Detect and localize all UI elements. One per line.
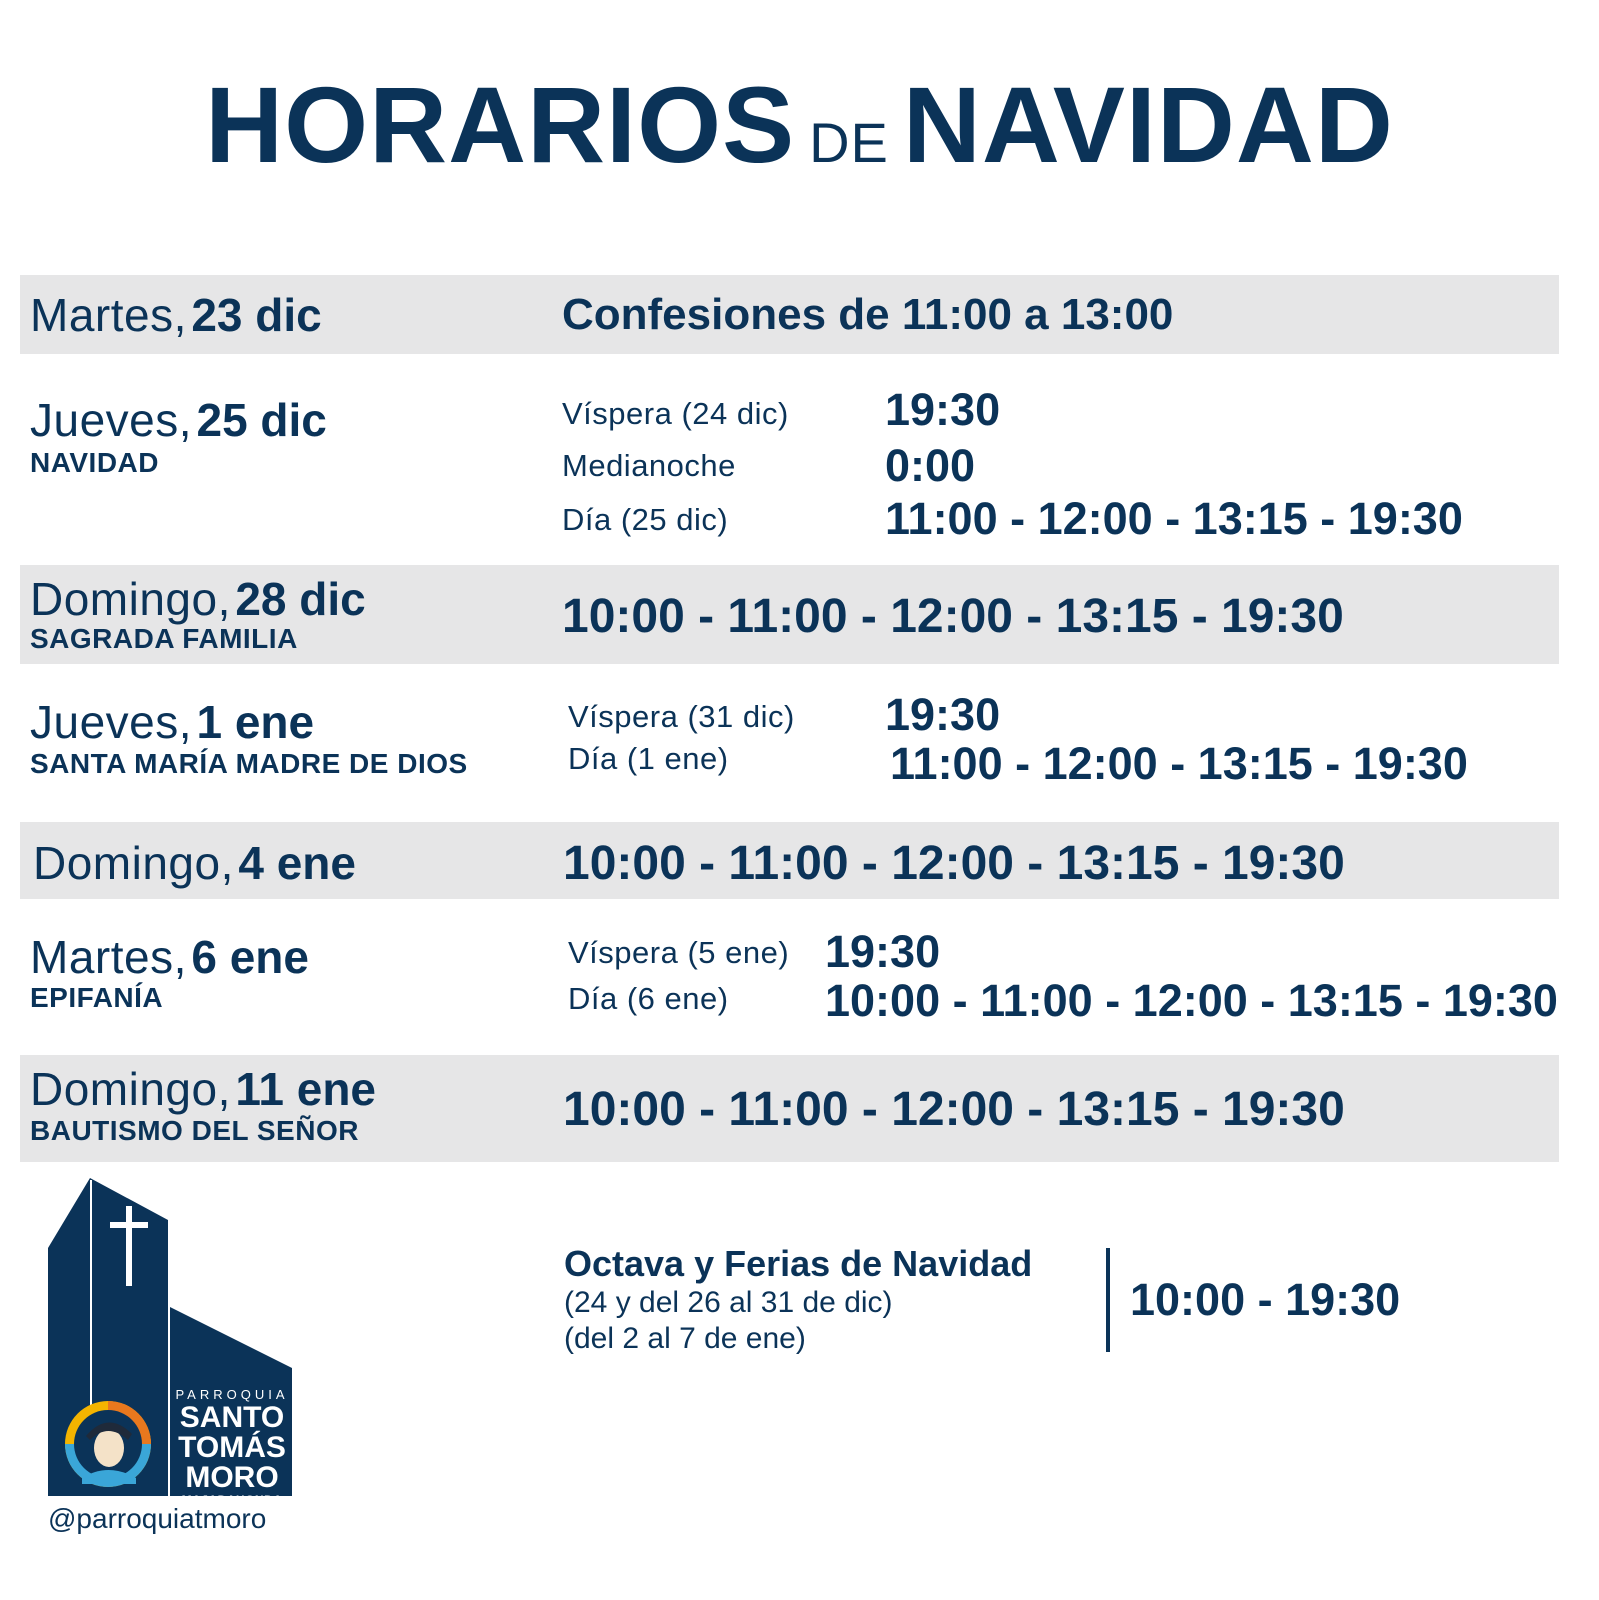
row2-time-dia: 11:00 - 12:00 - 13:15 - 19:30	[885, 493, 1463, 544]
logo-parroquia: PARROQUIA	[175, 1387, 289, 1402]
row3-day-name: Domingo,	[30, 573, 231, 625]
row4-time-vispera: 19:30	[885, 689, 1001, 740]
logo-majadahonda: MAJADAHONDA	[181, 1493, 283, 1507]
row3-date: 28 dic	[235, 573, 366, 625]
row3-day	[30, 572, 366, 626]
row3-times: 10:00 - 11:00 - 12:00 - 13:15 - 19:30	[562, 590, 1344, 643]
row4-feast: SANTA MARÍA MADRE DE DIOS	[30, 748, 468, 779]
row4-date: 1 ene	[196, 696, 315, 748]
octava-times: 10:00 - 19:30	[1130, 1274, 1401, 1325]
row1-day-name: Martes,	[30, 289, 187, 341]
row1-confesiones: Confesiones de 11:00 a 13:00	[562, 290, 1174, 339]
title-connector: DE	[809, 111, 889, 174]
row6-date: 6 ene	[191, 931, 309, 983]
row6-label-vispera: Víspera (5 ene)	[568, 935, 790, 970]
row5-day-name: Domingo,	[33, 837, 234, 889]
page-title	[0, 62, 1599, 187]
row6-day-name: Martes,	[30, 931, 187, 983]
row4-label-dia: Día (1 ene)	[568, 741, 729, 776]
octava-line2: (del 2 al 7 de ene)	[564, 1322, 806, 1355]
octava-line1: (24 y del 26 al 31 de dic)	[564, 1286, 893, 1319]
row6-day	[30, 930, 309, 984]
row2-feast: NAVIDAD	[30, 447, 159, 478]
row2-label-dia: Día (25 dic)	[562, 502, 729, 537]
row2-date: 25 dic	[196, 394, 327, 446]
title-word-horarios: HORARIOS	[205, 64, 796, 185]
row7-times: 10:00 - 11:00 - 12:00 - 13:15 - 19:30	[563, 1083, 1345, 1136]
octava-separator	[1106, 1248, 1110, 1352]
row7-feast: BAUTISMO DEL SEÑOR	[30, 1115, 359, 1146]
row6-label-dia: Día (6 ene)	[568, 981, 729, 1016]
row3-feast: SAGRADA FAMILIA	[30, 623, 298, 654]
row6-feast: EPIFANÍA	[30, 982, 164, 1013]
logo-tomas: TOMÁS	[178, 1431, 286, 1464]
row4-label-vispera: Víspera (31 dic)	[568, 699, 795, 734]
row4-time-dia: 11:00 - 12:00 - 13:15 - 19:30	[890, 738, 1468, 789]
row6-time-dia: 10:00 - 11:00 - 12:00 - 13:15 - 19:30	[825, 975, 1558, 1026]
row2-day-name: Jueves,	[30, 394, 193, 446]
row4-day	[30, 695, 314, 749]
social-handle: @parroquiatmoro	[48, 1503, 267, 1534]
logo-text	[173, 1387, 291, 1507]
logo-santo: SANTO	[179, 1401, 285, 1434]
row7-date: 11 ene	[235, 1063, 377, 1115]
row4-day-name: Jueves,	[30, 696, 193, 748]
row2-time-vispera: 19:30	[885, 384, 1001, 435]
row5-date: 4 ene	[238, 837, 356, 889]
row7-day-name: Domingo,	[30, 1063, 231, 1115]
row5-day	[33, 836, 356, 890]
row5-times: 10:00 - 11:00 - 12:00 - 13:15 - 19:30	[563, 837, 1345, 890]
octava-title: Octava y Ferias de Navidad	[564, 1243, 1033, 1284]
row6-time-vispera: 19:30	[825, 926, 941, 977]
row1-date: 23 dic	[191, 289, 322, 341]
row2-label-vispera: Víspera (24 dic)	[562, 396, 789, 431]
row1-day	[30, 288, 322, 342]
row2-day	[30, 393, 327, 447]
row2-time-medianoche: 0:00	[885, 440, 976, 491]
logo-moro: MORO	[185, 1461, 279, 1494]
row7-day	[30, 1062, 376, 1116]
title-word-navidad: NAVIDAD	[902, 64, 1394, 185]
row2-label-medianoche: Medianoche	[562, 448, 736, 483]
